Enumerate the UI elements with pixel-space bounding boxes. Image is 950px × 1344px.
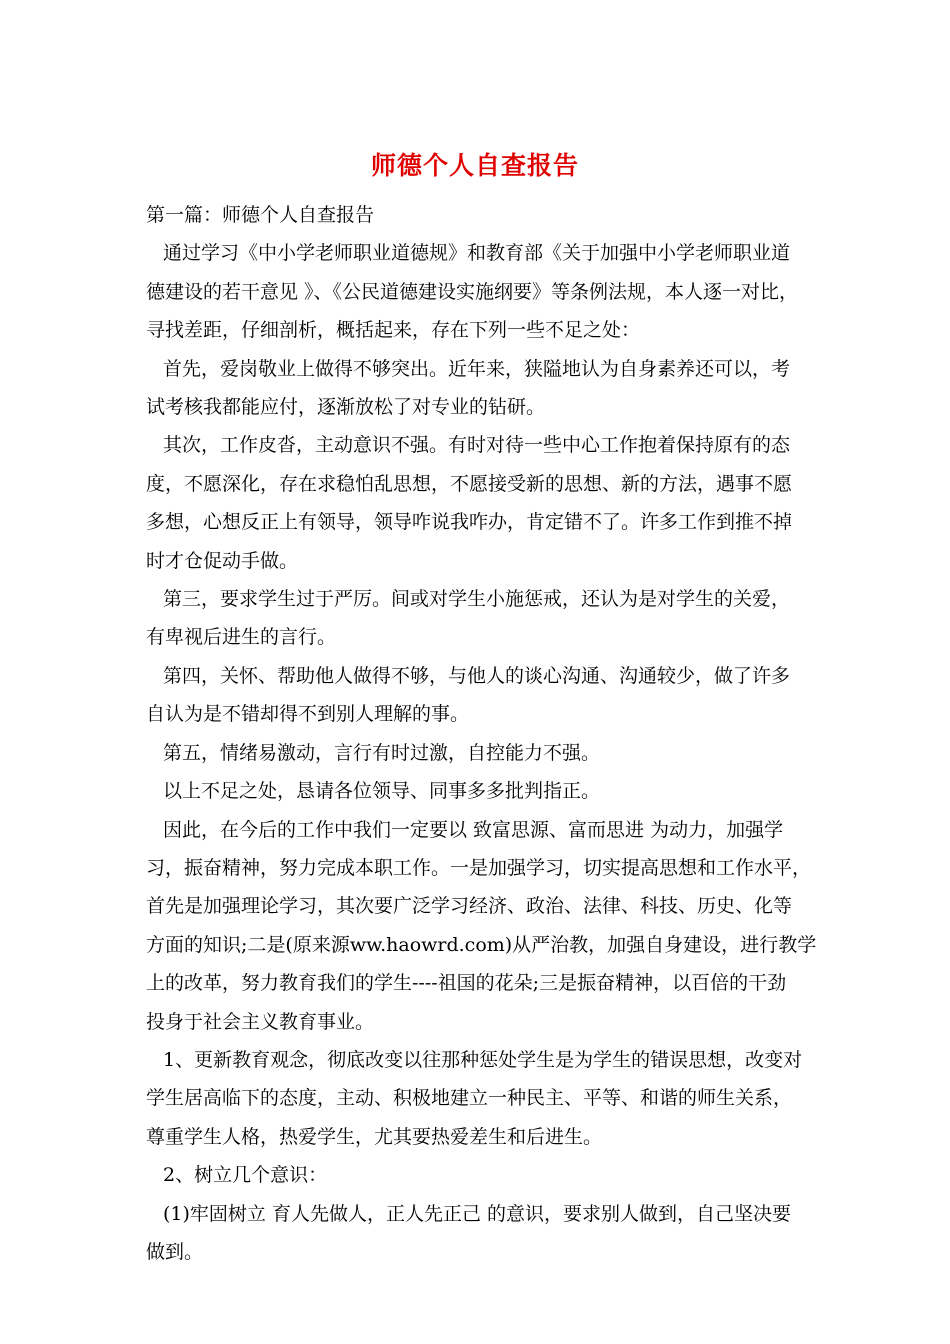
text-line: 第一篇：师德个人自查报告 <box>146 204 375 226</box>
text-line: 第三，要求学生过于严厉。间或对学生小施惩戒，还认为是对学生的关爱， <box>163 588 791 611</box>
text-line: 首先，爱岗敬业上做得不够突出。近年来，狭隘地认为自身素养还可以，考 <box>163 357 791 380</box>
text-line: 第五，情绪易激动，言行有时过激，自控能力不强。 <box>163 741 601 764</box>
text-line: 度，不愿深化，存在求稳怕乱思想，不愿接受新的思想、新的方法，遇事不愿 <box>146 472 793 495</box>
text-line: 通过学习《中小学老师职业道德规》和教育部《关于加强中小学老师职业道 <box>163 242 791 265</box>
text-line: 德建设的若干意见 》、《公民道德建设实施纲要》等条例法规，本人逐一对比， <box>146 280 799 303</box>
text-line: 2、树立几个意识： <box>163 1164 328 1187</box>
text-line: 寻找差距，仔细剖析，概括起来，存在下列一些不足之处： <box>146 319 641 342</box>
text-line: 首先是加强理论学习，其次要广泛学习经济、政治、法律、科技、历史、化等 <box>146 895 793 918</box>
text-line: 方面的知识;二是(原来源ww.haowrd.com)从严治教，加强自身建设，进行教学 <box>146 933 817 956</box>
text-line: 做到。 <box>146 1240 204 1263</box>
text-line: 其次，工作皮沓，主动意识不强。有时对待一些中心工作抱着保持原有的态 <box>163 434 791 457</box>
document-body <box>146 196 818 1271</box>
text-line: 有卑视后进生的言行。 <box>146 626 337 649</box>
text-line: 因此，在今后的工作中我们一定要以 致富思源、富而思进 为动力，加强学 <box>163 818 784 841</box>
text-line: 尊重学生人格，热爱学生，尤其要热爱差生和后进生。 <box>146 1125 603 1148</box>
text-line: 试考核我都能应付，逐渐放松了对专业的钻研。 <box>146 396 546 419</box>
text-line: 投身于社会主义教育事业。 <box>146 1010 375 1033</box>
text-line: (1)牢固树立 育人先做人，正人先正己 的意识，要求别人做到，自己坚决要 <box>163 1202 791 1225</box>
text-line: 1、更新教育观念，彻底改变以往那种惩处学生是为学生的错误思想，改变对 <box>163 1048 803 1071</box>
text-line: 上的改革，努力教育我们的学生----祖国的花朵;三是振奋精神，以百倍的干劲 <box>146 972 787 995</box>
document-title: 师德个人自查报告 <box>370 151 579 180</box>
text-line: 以上不足之处，恳请各位领导、同事多多批判指正。 <box>163 780 601 803</box>
text-line: 习，振奋精神，努力完成本职工作。一是加强学习，切实提高思想和工作水平， <box>146 856 812 879</box>
text-line: 多想，心想反正上有领导，领导咋说我咋办，肯定错不了。许多工作到推不掉 <box>146 511 793 534</box>
text-line: 时才仓促动手做。 <box>146 549 299 572</box>
text-line: 学生居高临下的态度，主动、积极地建立一种民主、平等、和谐的师生关系， <box>146 1087 793 1110</box>
text-line: 第四，关怀、帮助他人做得不够，与他人的谈心沟通、沟通较少，做了许多 <box>163 664 791 687</box>
text-line: 自认为是不错却得不到别人理解的事。 <box>146 703 470 726</box>
